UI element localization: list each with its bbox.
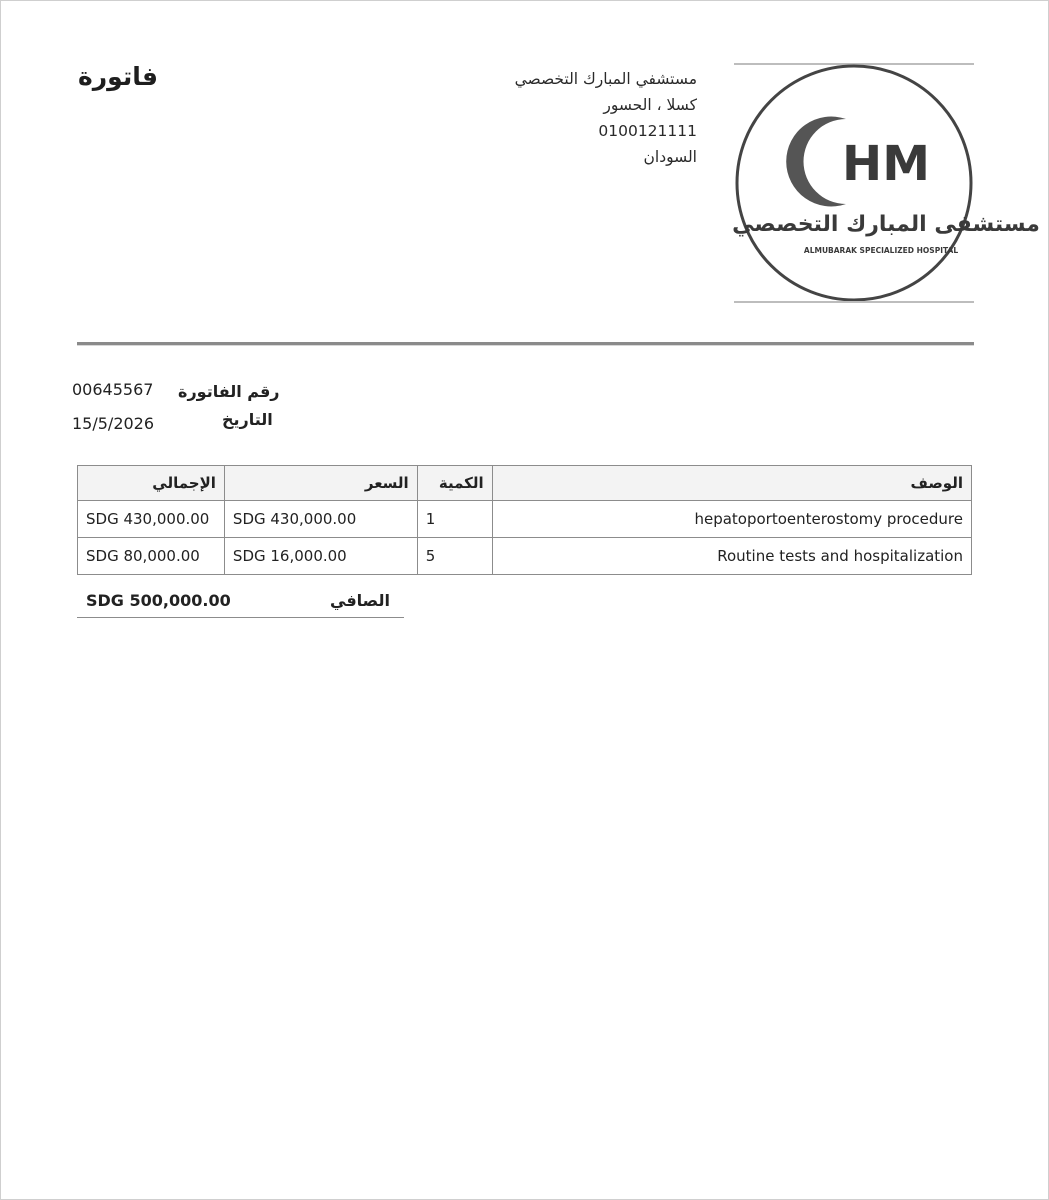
logo-arabic-name: مستشفى المبارك التخصصي — [732, 212, 1040, 237]
header-total: الإجمالي — [78, 466, 225, 501]
header-description: الوصف — [492, 466, 971, 501]
document-title: فاتورة — [78, 62, 158, 91]
invoice-items-table — [77, 465, 972, 575]
row-price: SDG 430,000.00 — [224, 501, 417, 538]
row-total: SDG 80,000.00 — [78, 538, 225, 575]
table-header-row — [78, 466, 972, 501]
net-total-value: SDG 500,000.00 — [86, 591, 231, 610]
logo-english-name: ALMUBARAK SPECIALIZED HOSPITAL — [803, 246, 959, 255]
total-underline — [77, 617, 404, 618]
table-row — [78, 538, 972, 575]
logo-monogram: HM — [842, 136, 930, 192]
hospital-name: مستشفي المبارك التخصصي — [514, 70, 697, 88]
invoice-date-label: التاريخ — [222, 410, 273, 429]
net-total-label: الصافي — [330, 591, 390, 610]
table-row — [78, 501, 972, 538]
row-quantity: 5 — [417, 538, 492, 575]
row-price: SDG 16,000.00 — [224, 538, 417, 575]
row-description: Routine tests and hospitalization — [492, 538, 971, 575]
header-quantity: الكمية — [417, 466, 492, 501]
hospital-country: السودان — [643, 148, 697, 166]
logo-emblem — [732, 63, 1040, 303]
hospital-city: كسلا ، الحسور — [603, 96, 697, 114]
header-price: السعر — [224, 466, 417, 501]
row-quantity: 1 — [417, 501, 492, 538]
hospital-phone: 0100121111 — [598, 122, 697, 140]
hospital-address — [397, 66, 697, 170]
row-total: SDG 430,000.00 — [78, 501, 225, 538]
hospital-logo — [732, 63, 1040, 303]
invoice-number-label: رقم الفاتورة — [178, 382, 280, 401]
invoice-date-value: 15/5/2026 — [72, 414, 155, 433]
crescent-icon — [786, 117, 846, 207]
row-description: hepatoportoenterostomy procedure — [492, 501, 971, 538]
invoice-number-value: 00645567 — [72, 380, 154, 399]
